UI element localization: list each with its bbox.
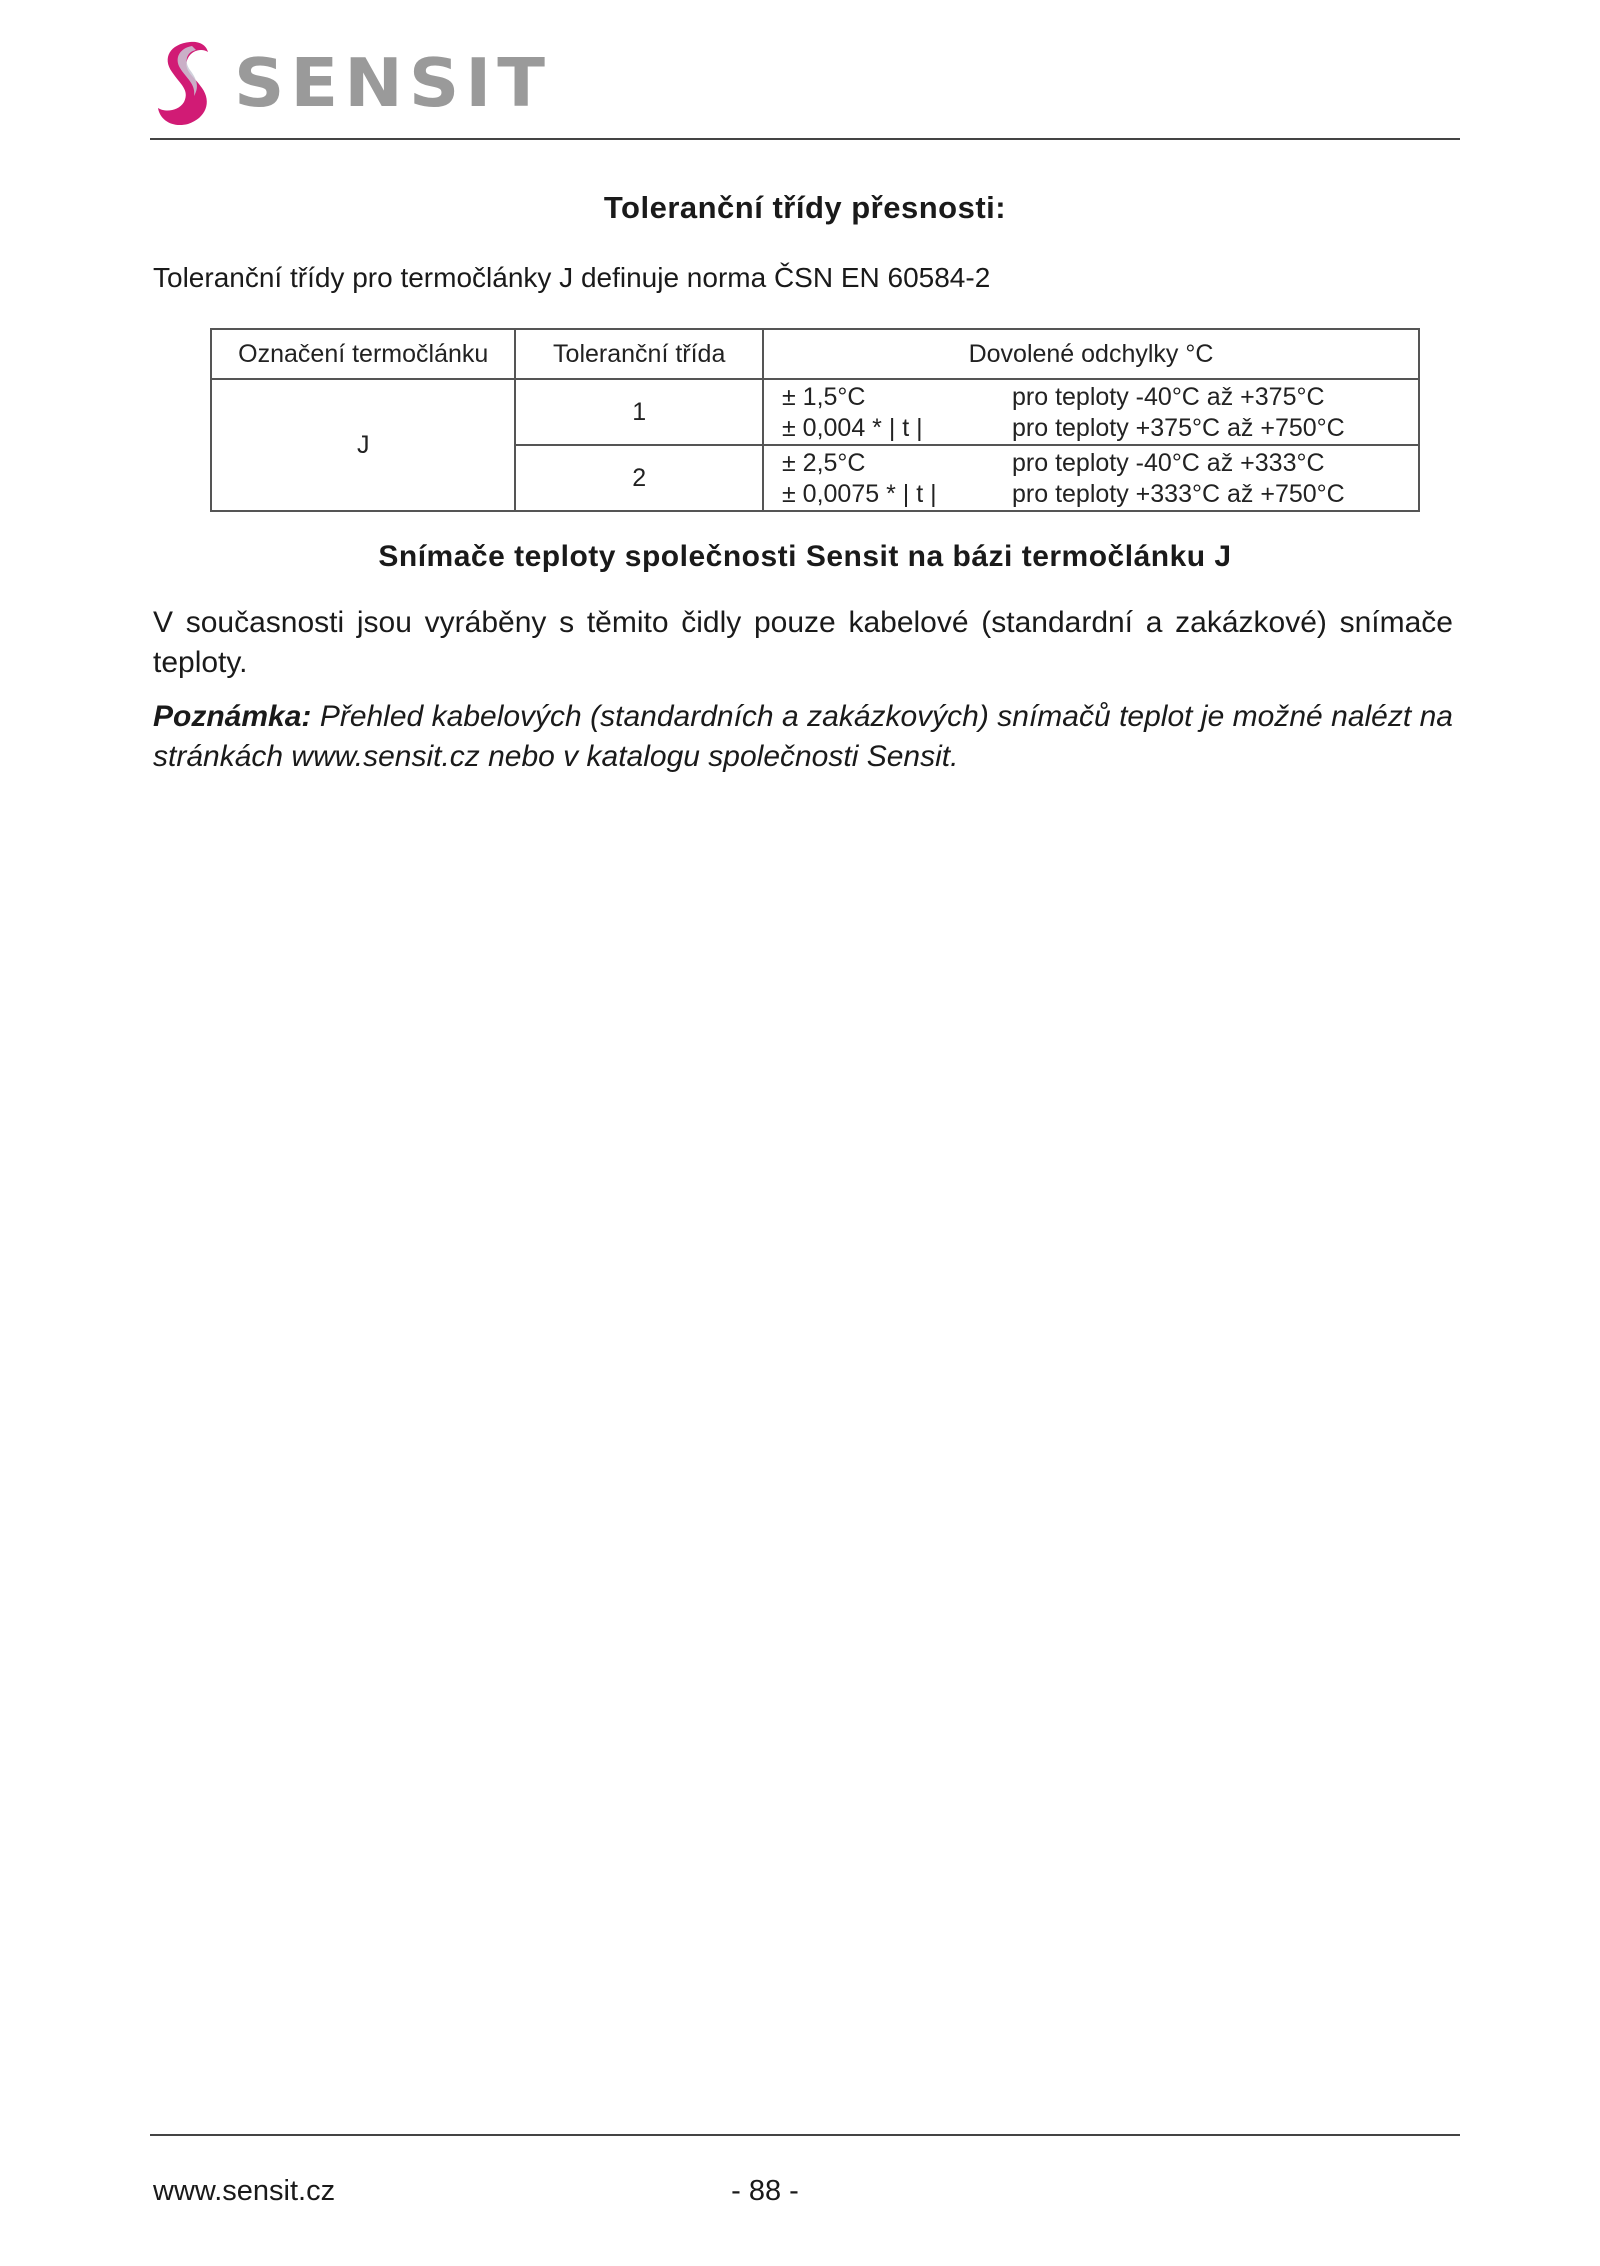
header-class: Toleranční třída — [515, 329, 763, 379]
deviation-range: pro teploty -40°C až +333°C — [1012, 449, 1325, 477]
deviation-cell — [763, 379, 1419, 445]
table-row — [211, 379, 1419, 445]
table-header-row — [211, 329, 1419, 379]
note-label: Poznámka: — [153, 700, 312, 733]
deviation-range: pro teploty -40°C až +375°C — [1012, 383, 1325, 411]
class-cell: 1 — [515, 379, 763, 445]
deviation-line — [782, 479, 1408, 510]
page-title: Toleranční třídy přesnosti: — [603, 190, 1007, 225]
footer-url: www.sensit.cz — [153, 2175, 336, 2207]
deviation-value: ± 1,5°C — [782, 383, 866, 411]
intro-text: Toleranční třídy pro termočlánky J definuje norma ČSN EN 60584-2 — [153, 262, 991, 293]
deviation-line — [782, 382, 1408, 413]
note-text: Přehled kabelových (standardních a zakázkových) snímačů teplot je možné nalézt na stránkách www.sensit.cz nebo v katalogu společnosti Sensit. — [153, 700, 1453, 773]
body-paragraph: V současnosti jsou vyráběny s těmito čidly pouze kabelové (standardní a zakázkové) snímače teploty. — [153, 606, 1453, 679]
deviation-value: ± 2,5°C — [782, 449, 866, 477]
tolerance-table — [210, 328, 1420, 512]
sensit-logo-icon — [150, 38, 226, 130]
header-type: Označení termočlánku — [211, 329, 515, 379]
class-cell: 2 — [515, 445, 763, 511]
deviation-line — [782, 448, 1408, 479]
deviation-cell — [763, 445, 1419, 511]
header-rule — [150, 138, 1460, 140]
deviation-value: ± 0,004 * | t | — [782, 414, 923, 442]
sensit-logo — [150, 38, 552, 128]
type-cell: J — [211, 379, 515, 511]
footer-rule — [150, 2134, 1460, 2136]
section-heading: Snímače teploty společnosti Sensit na bázi termočlánku J — [378, 540, 1232, 573]
page-number: - 88 - — [731, 2175, 799, 2207]
deviation-range: pro teploty +375°C až +750°C — [1012, 414, 1345, 442]
deviation-value: ± 0,0075 * | t | — [782, 480, 937, 508]
header-deviations: Dovolené odchylky °C — [763, 329, 1419, 379]
deviation-line — [782, 413, 1408, 444]
deviation-range: pro teploty +333°C až +750°C — [1012, 480, 1345, 508]
note-paragraph — [153, 697, 1453, 777]
brand-name: SENSIT — [234, 44, 552, 122]
